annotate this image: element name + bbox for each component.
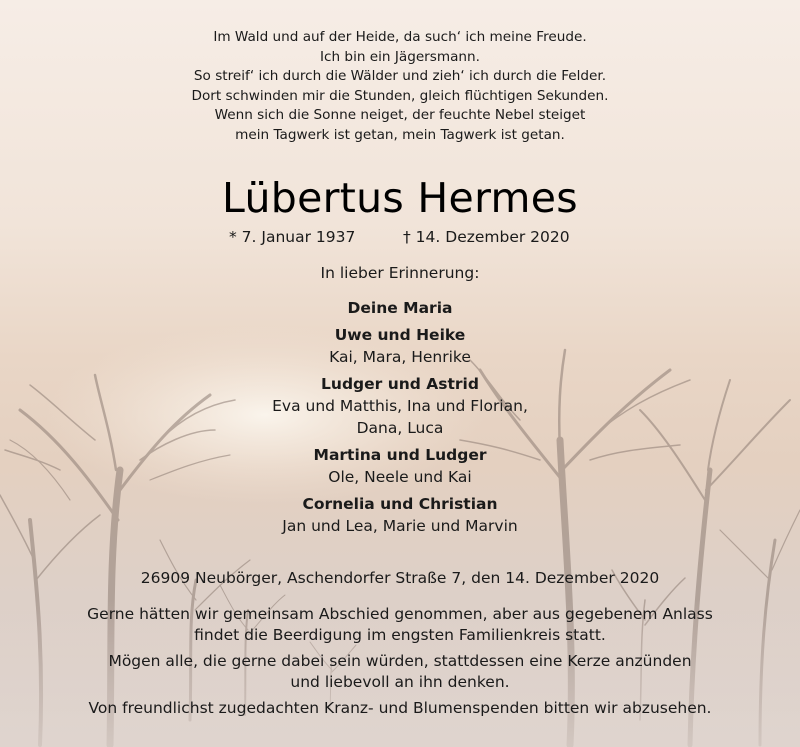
notice-line: findet die Beerdigung im engsten Familienkreis statt. — [194, 625, 606, 644]
mourner-group — [0, 373, 800, 439]
mourner-line: Eva und Matthis, Ina und Florian, — [272, 397, 528, 415]
remembrance-intro: In lieber Erinnerung: — [320, 264, 480, 282]
notice-line: und liebevoll an ihn denken. — [290, 672, 510, 691]
mourners-list — [0, 297, 800, 542]
poem-line: Im Wald und auf der Heide, da such‘ ich meine Freude. — [213, 29, 587, 45]
poem-line: Wenn sich die Sonne neiget, der feuchte Nebel steiget — [214, 107, 586, 123]
mourner-lead: Deine Maria — [347, 299, 453, 317]
mourner-lead: Cornelia und Christian — [302, 495, 498, 513]
poem-line: mein Tagwerk ist getan, mein Tagwerk ist getan. — [235, 126, 565, 143]
mourner-line: Kai, Mara, Henrike — [329, 348, 471, 366]
notice-line: Gerne hätten wir gemeinsam Abschied genommen, aber aus gegebenem Anlass — [87, 605, 713, 623]
notice-line: Mögen alle, die gerne dabei sein würden, stattdessen eine Kerze anzünden — [108, 652, 692, 670]
mourner-lead: Ludger und Astrid — [321, 375, 479, 393]
mourner-line: Ole, Neele und Kai — [328, 468, 472, 486]
poem-line: Dort schwinden mir die Stunden, gleich flüchtigen Sekunden. — [191, 87, 609, 104]
notice-line: Von freundlichst zugedachten Kranz- und Blumenspenden bitten wir abzusehen. — [88, 699, 712, 717]
birth-date: * 7. Januar 1937 — [229, 228, 356, 246]
deceased-name: Lübertus Hermes — [222, 174, 578, 222]
mourner-group — [0, 493, 800, 537]
funeral-notice — [0, 604, 800, 725]
address-line: 26909 Neubörger, Aschendorfer Straße 7, den 14. Dezember 2020 — [140, 569, 660, 587]
mourner-lead: Martina und Ludger — [313, 446, 487, 464]
mourner-lead: Uwe und Heike — [334, 326, 466, 344]
mourner-line: Jan und Lea, Marie und Marvin — [282, 517, 518, 535]
mourner-group — [0, 444, 800, 488]
notice-paragraph — [0, 698, 800, 719]
mourner-line: Dana, Luca — [356, 419, 444, 437]
notice-paragraph — [0, 651, 800, 692]
mourner-group — [0, 324, 800, 368]
poem — [0, 28, 800, 145]
poem-line: Ich bin ein Jägersmann. — [320, 48, 480, 65]
death-date: † 14. Dezember 2020 — [403, 228, 570, 246]
notice-paragraph — [0, 604, 800, 645]
poem-line: So streif‘ ich durch die Wälder und zieh‘ ich durch die Felder. — [193, 68, 607, 84]
mourner-group — [0, 297, 800, 319]
